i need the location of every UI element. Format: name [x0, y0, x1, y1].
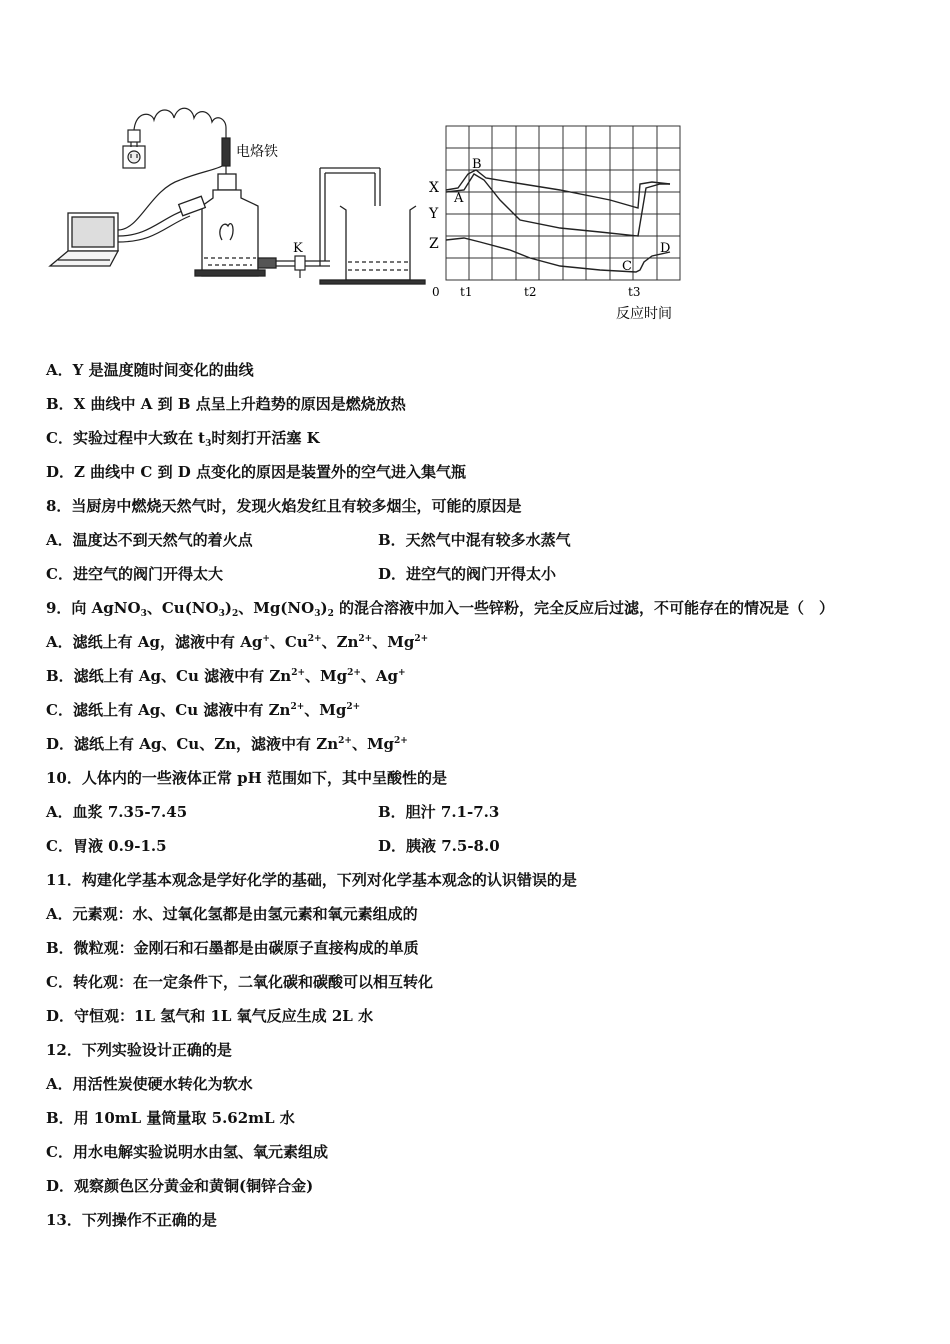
- q9-option-d: [46, 734, 408, 754]
- q9-a-part: 、Zn: [321, 633, 359, 651]
- device-label: 电烙铁: [236, 144, 278, 160]
- q9-option-a: [46, 632, 428, 652]
- q9-sup: 2+: [358, 634, 373, 644]
- sensor-cable: [118, 216, 190, 242]
- sensor-cable: [118, 208, 190, 236]
- q9-c-part: C．滤纸上有 Ag、Cu 滤液中有 Zn: [46, 701, 291, 719]
- q8-option-b: B．天然气中混有较多水蒸气: [378, 531, 571, 549]
- q12-stem: 12．下列实验设计正确的是: [46, 1041, 232, 1059]
- series-x-line: [446, 170, 670, 208]
- q9-sup: 2+: [394, 736, 408, 746]
- q12-option-a: A．用活性炭使硬水转化为软水: [46, 1075, 253, 1093]
- coiled-cable: [134, 108, 226, 155]
- q9-stem-part: 、Cu(NO: [146, 599, 219, 617]
- q9-sub: 3: [314, 609, 321, 619]
- series-label-x: X: [429, 180, 439, 196]
- q7-option-d: D．Z 曲线中 C 到 D 点变化的原因是装置外的空气进入集气瓶: [46, 463, 467, 481]
- x-tick-t1: t1: [460, 285, 473, 299]
- q10-option-a: A．血浆 7.35-7.45: [46, 803, 188, 821]
- q7-option-a: A．Y 是温度随时间变化的曲线: [46, 361, 254, 379]
- q7-option-c: [46, 428, 320, 448]
- q11-option-d: D．守恒观：1L 氢气和 1L 氧气反应生成 2L 水: [46, 1007, 374, 1025]
- point-label-d: D: [660, 241, 671, 256]
- valve-label: K: [293, 241, 303, 256]
- q11-stem: 11．构建化学基本观念是学好化学的基础，下列对化学基本观念的认识错误的是: [46, 871, 577, 889]
- q9-sub: 2: [231, 609, 239, 619]
- q10-option-b: B．胆汁 7.1-7.3: [378, 803, 500, 821]
- series-label-y: Y: [429, 206, 439, 222]
- q9-a-part: A．滤纸上有 Ag，滤液中有 Ag: [46, 633, 263, 651]
- q9-stem-part: 的混合溶液中加入一些锌粉，完全反应后过滤，不可能存在的情况是（ ）: [333, 599, 835, 617]
- q12-option-d: D．观察颜色区分黄金和黄铜(铜锌合金): [46, 1177, 314, 1195]
- q9-stem-part: 9．向 AgNO: [46, 599, 141, 617]
- q9-d-part: 、Mg: [351, 735, 395, 753]
- q8-stem: 8．当厨房中燃烧天然气时，发现火焰发红且有较多烟尘，可能的原因是: [46, 497, 522, 515]
- q9-sup: 2+: [290, 702, 305, 712]
- q9-sup: +: [262, 634, 270, 644]
- q11-option-a: A．元素观：水、过氧化氢都是由氢元素和氧元素组成的: [46, 905, 418, 923]
- q12-option-c: C．用水电解实验说明水由氢、氧元素组成: [46, 1143, 328, 1161]
- q9-sup: 2+: [291, 668, 305, 678]
- q12-option-b: B．用 10mL 量筒量取 5.62mL 水: [46, 1109, 295, 1127]
- series-z-line: [446, 238, 670, 272]
- point-label-a: A: [454, 191, 464, 206]
- beaker: [320, 206, 425, 284]
- q9-stem-part: 、Mg(NO: [238, 599, 315, 617]
- series-y-line: [446, 174, 670, 236]
- q9-b-part: 、Ag: [360, 667, 399, 685]
- q9-sub: 3: [218, 609, 225, 619]
- q7-option-c-text: C．实验过程中大致在 t: [46, 429, 206, 447]
- valve-icon: [295, 256, 305, 278]
- q9-a-part: 、Mg: [372, 633, 415, 651]
- q9-d-part: D．滤纸上有 Ag、Cu、Zn，滤液中有 Zn: [46, 735, 339, 753]
- q9-sup: 2+: [414, 634, 429, 644]
- q11-option-b: B．微粒观：金刚石和石墨都是由碳原子直接构成的单质: [46, 939, 419, 957]
- chart-curves: [446, 170, 670, 272]
- q9-stem-part: ): [320, 599, 328, 617]
- q7-option-c-text-end: 时刻打开活塞 K: [211, 429, 320, 447]
- q9-option-c: [46, 700, 360, 720]
- q9-sup: 2+: [338, 736, 352, 746]
- q10-option-c: C．胃液 0.9-1.5: [46, 837, 167, 855]
- q9-option-b: [46, 666, 406, 686]
- point-label-b: B: [472, 157, 482, 172]
- q9-b-part: B．滤纸上有 Ag、Cu 滤液中有 Zn: [46, 667, 292, 685]
- q13-stem: 13．下列操作不正确的是: [46, 1211, 217, 1229]
- q8-option-d: D．进空气的阀门开得太小: [378, 565, 557, 583]
- q11-option-c: C．转化观：在一定条件下，二氧化碳和碳酸可以相互转化: [46, 973, 433, 991]
- q9-c-part: 、Mg: [304, 701, 347, 719]
- q9-a-part: 、Cu: [269, 633, 308, 651]
- q9-sup: 2+: [347, 668, 361, 678]
- q9-sub: 3: [140, 609, 147, 619]
- q9-stem-part: ): [224, 599, 232, 617]
- x-tick-t3: t3: [628, 285, 641, 299]
- x-tick-0: 0: [432, 285, 440, 299]
- q9-sup: +: [398, 668, 406, 678]
- experiment-figure: [40, 100, 700, 330]
- q9-b-part: 、Mg: [305, 667, 348, 685]
- power-socket-icon: [123, 130, 145, 168]
- x-axis-label: 反应时间: [616, 306, 672, 322]
- chart-labels: [428, 157, 672, 322]
- laptop-icon: [50, 213, 118, 266]
- q9-sup: 2+: [307, 634, 322, 644]
- x-tick-t2: t2: [524, 285, 537, 299]
- q8-option-c: C．进空气的阀门开得太大: [46, 565, 223, 583]
- q7-option-b: B．X 曲线中 A 到 B 点呈上升趋势的原因是燃烧放热: [46, 395, 406, 413]
- chart-grid: [446, 126, 680, 280]
- q7-subscript: 3: [205, 439, 212, 449]
- point-label-c: C: [622, 259, 632, 274]
- q9-stem: [46, 598, 834, 618]
- q8-option-a: A．温度达不到天然气的着火点: [46, 531, 253, 549]
- q10-stem: 10．人体内的一些液体正常 pH 范围如下，其中呈酸性的是: [46, 769, 447, 787]
- q9-sup: 2+: [346, 702, 361, 712]
- q10-option-d: D．胰液 7.5-8.0: [378, 837, 500, 855]
- series-label-z: Z: [429, 236, 439, 252]
- q9-sub: 2: [327, 609, 334, 619]
- gas-collection-bottle: [179, 174, 265, 276]
